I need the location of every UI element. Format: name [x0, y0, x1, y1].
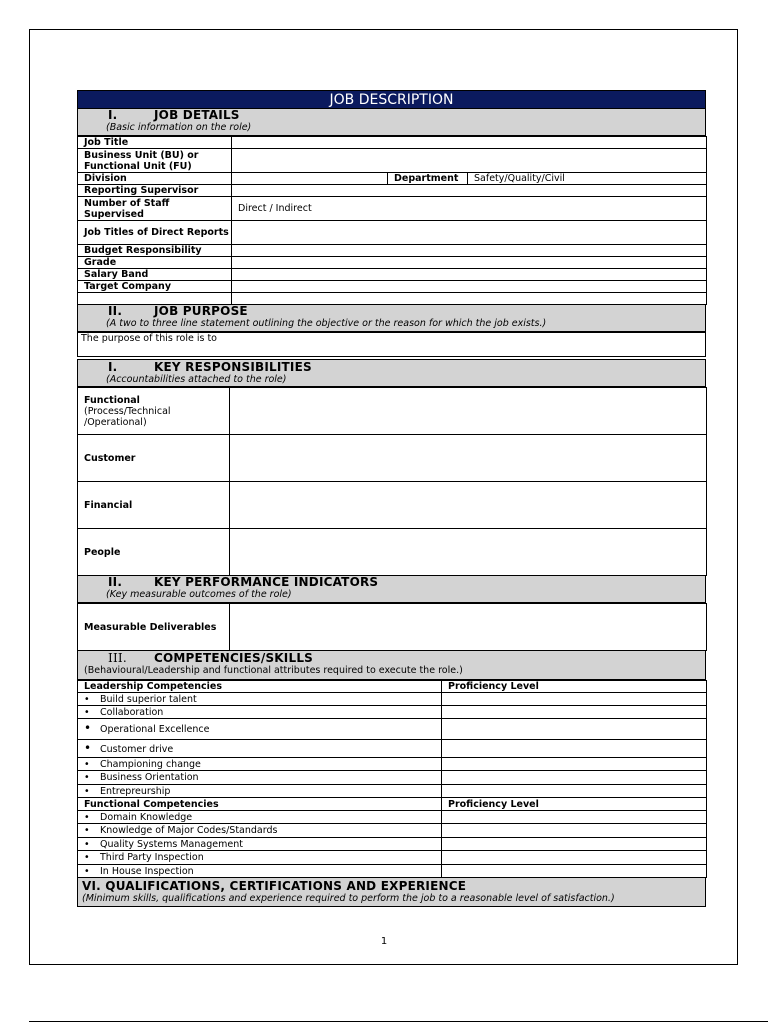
staff-supervised-field[interactable]: Direct / Indirect	[232, 197, 707, 221]
table-row	[78, 221, 707, 245]
table-row	[78, 269, 707, 281]
table-row	[78, 149, 707, 173]
list-item: • Operational Excellence	[78, 719, 442, 740]
kpi-label: Measurable Deliverables	[78, 604, 230, 651]
row-label: Division	[78, 173, 232, 185]
list-item: • Customer drive	[78, 740, 442, 758]
proficiency-field[interactable]	[442, 865, 707, 878]
table-row	[78, 185, 707, 197]
row-label: Reporting Supervisor	[78, 185, 232, 197]
blank-field[interactable]	[232, 293, 707, 305]
job-purpose-header	[77, 305, 706, 332]
responsibility-label: Financial	[78, 482, 230, 529]
proficiency-field[interactable]	[442, 785, 707, 798]
section-title: VI. QUALIFICATIONS, CERTIFICATIONS AND EXPERIENCE	[82, 879, 467, 893]
responsibility-label: Functional (Process/Technical /Operational)	[78, 388, 230, 435]
table-row	[78, 281, 707, 293]
table-row	[78, 388, 707, 435]
table-row	[78, 173, 707, 185]
section-subtitle: (Basic information on the role)	[106, 122, 252, 133]
proficiency-header: Proficiency Level	[442, 798, 707, 811]
row-label: Number of Staff Supervised	[78, 197, 232, 221]
section-number: II.	[108, 304, 123, 318]
table-row	[78, 435, 707, 482]
reporting-supervisor-field[interactable]	[232, 185, 707, 197]
division-field[interactable]	[232, 173, 388, 185]
section-title: JOB DETAILS	[154, 108, 240, 122]
list-item: • Business Orientation	[78, 771, 442, 785]
row-label: Job Title	[78, 137, 232, 149]
table-row	[78, 137, 707, 149]
functional-responsibility-field[interactable]	[230, 388, 707, 435]
proficiency-field[interactable]	[442, 693, 707, 706]
functional-header: Functional Competencies	[78, 798, 442, 811]
section-number: III.	[108, 651, 127, 665]
proficiency-field[interactable]	[442, 706, 707, 719]
section-title: KEY RESPONSIBILITIES	[154, 360, 312, 374]
table-row	[78, 529, 707, 576]
proficiency-field[interactable]	[442, 824, 707, 838]
footer-rule	[29, 1021, 768, 1022]
section-title: COMPETENCIES/SKILLS	[154, 651, 314, 665]
row-label: Budget Responsibility	[78, 245, 232, 257]
qualifications-header	[77, 878, 706, 907]
list-item: • In House Inspection	[78, 865, 442, 878]
list-item: • Third Party Inspection	[78, 851, 442, 865]
section-number: II.	[108, 575, 123, 589]
business-unit-field[interactable]	[232, 149, 707, 173]
blank-cell	[78, 293, 232, 305]
table-row	[78, 257, 707, 269]
proficiency-field[interactable]	[442, 771, 707, 785]
section-subtitle: (Accountabilities attached to the role)	[106, 374, 287, 385]
people-responsibility-field[interactable]	[230, 529, 707, 576]
proficiency-field[interactable]	[442, 758, 707, 771]
table-row	[78, 482, 707, 529]
list-item: • Knowledge of Major Codes/Standards	[78, 824, 442, 838]
grade-field[interactable]	[232, 257, 707, 269]
leadership-header: Leadership Competencies	[78, 681, 442, 693]
row-label: Salary Band	[78, 269, 232, 281]
kpi-table	[77, 603, 707, 651]
key-responsibilities-table	[77, 387, 707, 576]
job-title-field[interactable]	[232, 137, 707, 149]
job-description-form	[77, 90, 706, 907]
section-number: I.	[108, 108, 118, 122]
list-item: • Build superior talent	[78, 693, 442, 706]
job-purpose-field[interactable]: The purpose of this role is to	[78, 333, 706, 357]
list-item: • Entrepreurship	[78, 785, 442, 798]
table-row	[78, 604, 707, 651]
proficiency-field[interactable]	[442, 740, 707, 758]
table-row	[78, 681, 707, 693]
row-label: Grade	[78, 257, 232, 269]
table-row	[78, 798, 707, 811]
section-subtitle: (Behavioural/Leadership and functional attributes required to execute the role.)	[84, 665, 463, 676]
page-number: 1	[380, 936, 388, 947]
table-row	[78, 293, 707, 305]
section-number: I.	[108, 360, 118, 374]
target-company-field[interactable]	[232, 281, 707, 293]
proficiency-header: Proficiency Level	[442, 681, 707, 693]
table-row	[78, 197, 707, 221]
financial-responsibility-field[interactable]	[230, 482, 707, 529]
form-title: JOB DESCRIPTION	[77, 90, 706, 109]
job-purpose-table	[77, 332, 706, 357]
proficiency-field[interactable]	[442, 838, 707, 851]
measurable-deliverables-field[interactable]	[230, 604, 707, 651]
direct-reports-field[interactable]	[232, 221, 707, 245]
competencies-table	[77, 680, 707, 878]
salary-band-field[interactable]	[232, 269, 707, 281]
job-details-table	[77, 136, 707, 305]
list-item: • Quality Systems Management	[78, 838, 442, 851]
department-label: Department	[388, 173, 468, 185]
section-title: KEY PERFORMANCE INDICATORS	[154, 575, 379, 589]
row-label: Business Unit (BU) or Functional Unit (FU)	[78, 149, 232, 173]
responsibility-label: Customer	[78, 435, 230, 482]
department-field[interactable]: Safety/Quality/Civil	[468, 173, 707, 185]
section-subtitle: (A two to three line statement outlining the objective or the reason for which the job exists.)	[106, 318, 547, 329]
proficiency-field[interactable]	[442, 811, 707, 824]
competencies-header	[77, 651, 706, 680]
customer-responsibility-field[interactable]	[230, 435, 707, 482]
key-responsibilities-header	[77, 359, 706, 387]
row-label: Target Company	[78, 281, 232, 293]
section-subtitle: (Minimum skills, qualifications and experience required to perform the job to a reasonable level of satisfaction.)	[82, 893, 615, 904]
row-label: Job Titles of Direct Reports	[78, 221, 232, 245]
kpi-header	[77, 576, 706, 603]
list-item: • Collaboration	[78, 706, 442, 719]
job-details-header	[77, 109, 706, 136]
section-title: JOB PURPOSE	[154, 304, 248, 318]
proficiency-field[interactable]	[442, 719, 707, 740]
list-item: • Championing change	[78, 758, 442, 771]
table-row	[78, 245, 707, 257]
list-item: • Domain Knowledge	[78, 811, 442, 824]
section-subtitle: (Key measurable outcomes of the role)	[106, 589, 292, 600]
responsibility-label: People	[78, 529, 230, 576]
proficiency-field[interactable]	[442, 851, 707, 865]
budget-field[interactable]	[232, 245, 707, 257]
